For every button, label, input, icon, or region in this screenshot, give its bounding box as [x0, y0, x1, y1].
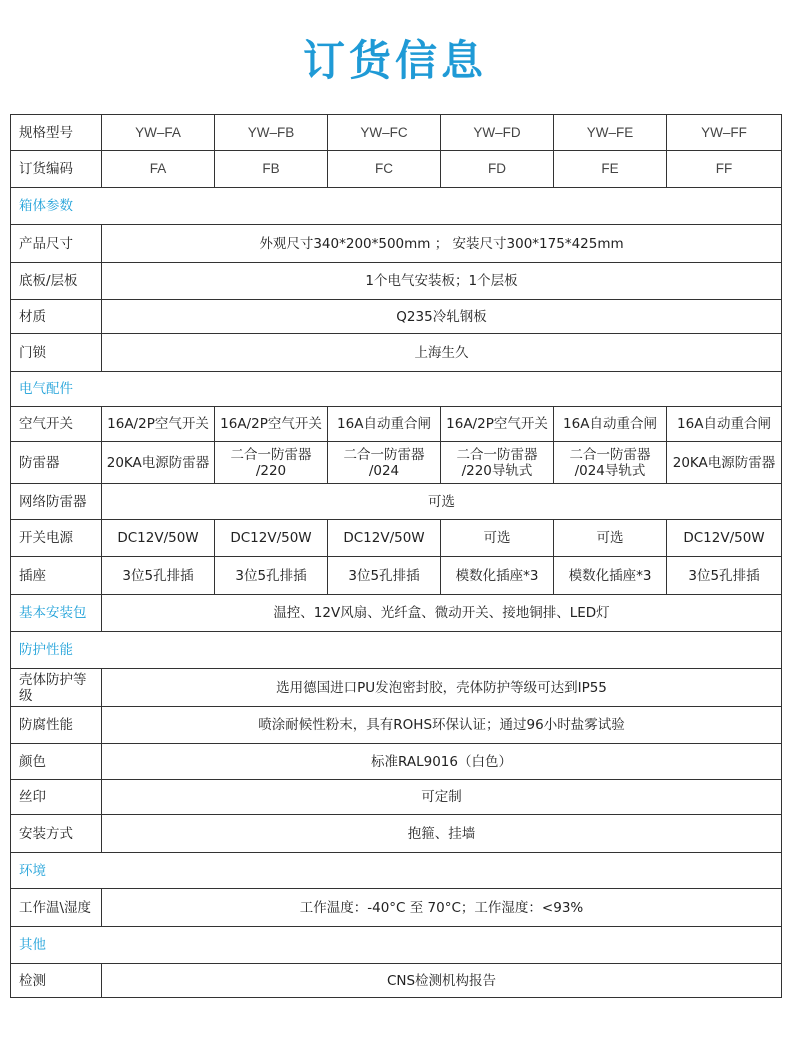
row-label-socket: 插座 [11, 557, 102, 595]
code-cell: FE [554, 151, 667, 188]
socket-cell: 3位5孔排插 [215, 557, 328, 595]
air-switch-cell: 16A/2P空气开关 [441, 407, 554, 442]
surge-line-2: /220导轨式 [461, 462, 533, 479]
plate-value: 1个电气安装板；1个层板 [102, 263, 782, 300]
model-cell: YW–FC [328, 115, 441, 151]
code-cell: FC [328, 151, 441, 188]
install-value: 抱箍、挂墙 [102, 815, 782, 853]
surge-cell [328, 442, 441, 484]
material-value: Q235冷轧钢板 [102, 300, 782, 334]
row-label-color: 颜色 [11, 744, 102, 780]
inspection-value: CNS检测机构报告 [102, 964, 782, 998]
surge-line-1: 二合一防雷器 [456, 446, 538, 463]
section-row-other [11, 927, 782, 964]
surge-line-1: 二合一防雷器 [343, 446, 425, 463]
anticorrosion-value: 喷涂耐候性粉末，具有ROHS环保认证；通过96小时盐雾试验 [102, 707, 782, 744]
surge-line-2: /220 [255, 462, 287, 479]
lock-value: 上海生久 [102, 334, 782, 372]
table-row-material [11, 300, 782, 334]
model-cell: YW–FD [441, 115, 554, 151]
row-label-model: 规格型号 [11, 115, 102, 151]
size-value: 外观尺寸340*200*500mm ； 安装尺寸300*175*425mm [102, 225, 782, 263]
surge-cell [667, 442, 782, 484]
code-cell: FF [667, 151, 782, 188]
section-heading-protection: 防护性能 [11, 632, 782, 669]
ordering-info-table [10, 114, 782, 998]
socket-cell: 模数化插座*3 [441, 557, 554, 595]
table-row-air-switch [11, 407, 782, 442]
surge-line-1: 20KA电源防雷器 [672, 454, 776, 471]
page-title: 订货信息 [302, 36, 487, 85]
table-row-socket [11, 557, 782, 595]
air-switch-cell: 16A自动重合闸 [667, 407, 782, 442]
surge-cell [102, 442, 215, 484]
psu-cell: DC12V/50W [328, 520, 441, 557]
section-heading-environment: 环境 [11, 853, 782, 889]
row-label-surge: 防雷器 [11, 442, 102, 484]
section-heading-electrical: 电气配件 [11, 372, 782, 407]
row-label-anticorrosion: 防腐性能 [11, 707, 102, 744]
code-cell: FD [441, 151, 554, 188]
table-row-net-surge [11, 484, 782, 520]
air-switch-cell: 16A/2P空气开关 [215, 407, 328, 442]
row-label-lock: 门锁 [11, 334, 102, 372]
psu-cell: 可选 [554, 520, 667, 557]
air-switch-cell: 16A/2P空气开关 [102, 407, 215, 442]
surge-cell [441, 442, 554, 484]
socket-cell: 3位5孔排插 [328, 557, 441, 595]
row-label-install: 安装方式 [11, 815, 102, 853]
row-label-material: 材质 [11, 300, 102, 334]
psu-cell: DC12V/50W [667, 520, 782, 557]
table-row-temp-humidity [11, 889, 782, 927]
socket-cell: 3位5孔排插 [102, 557, 215, 595]
row-label-plate: 底板/层板 [11, 263, 102, 300]
row-label-print: 丝印 [11, 780, 102, 815]
surge-line-1: 20KA电源防雷器 [106, 454, 210, 471]
section-row-electrical [11, 372, 782, 407]
model-cell: YW–FF [667, 115, 782, 151]
psu-cell: 可选 [441, 520, 554, 557]
surge-cell [215, 442, 328, 484]
model-cell: YW–FE [554, 115, 667, 151]
protection-grade-value: 选用德国进口PU发泡密封胶，壳体防护等级可达到IP55 [102, 669, 782, 707]
table-row-anticorrosion [11, 707, 782, 744]
table-row-model [11, 115, 782, 151]
socket-cell: 模数化插座*3 [554, 557, 667, 595]
table-row-code [11, 151, 782, 188]
row-label-size: 产品尺寸 [11, 225, 102, 263]
row-label-code: 订货编码 [11, 151, 102, 188]
row-label-net-surge: 网络防雷器 [11, 484, 102, 520]
table-row-lock [11, 334, 782, 372]
table-row-size [11, 225, 782, 263]
psu-cell: DC12V/50W [102, 520, 215, 557]
row-label-temp-humidity: 工作温\湿度 [11, 889, 102, 927]
air-switch-cell: 16A自动重合闸 [328, 407, 441, 442]
table-row-color [11, 744, 782, 780]
row-label-psu: 开关电源 [11, 520, 102, 557]
model-cell: YW–FB [215, 115, 328, 151]
print-value: 可定制 [102, 780, 782, 815]
section-row-environment [11, 853, 782, 889]
table-row-surge [11, 442, 782, 484]
section-row-protection [11, 632, 782, 669]
table-row-inspection [11, 964, 782, 998]
air-switch-cell: 16A自动重合闸 [554, 407, 667, 442]
section-heading-basic-kit: 基本安装包 [11, 595, 102, 632]
surge-line-2: /024导轨式 [574, 462, 646, 479]
model-cell: YW–FA [102, 115, 215, 151]
table-row-psu [11, 520, 782, 557]
surge-line-2: /024 [368, 462, 400, 479]
psu-cell: DC12V/50W [215, 520, 328, 557]
surge-line-1: 二合一防雷器 [230, 446, 312, 463]
row-label-protection-grade: 壳体防护等级 [11, 669, 102, 707]
net-surge-value: 可选 [102, 484, 782, 520]
section-heading-other: 其他 [11, 927, 782, 964]
section-row-cabinet [11, 188, 782, 225]
code-cell: FB [215, 151, 328, 188]
row-label-inspection: 检测 [11, 964, 102, 998]
table-row-protection-grade [11, 669, 782, 707]
surge-line-1: 二合一防雷器 [569, 446, 651, 463]
code-cell: FA [102, 151, 215, 188]
row-label-air-switch: 空气开关 [11, 407, 102, 442]
temp-humidity-value: 工作温度：-40°C 至 70°C；工作湿度：<93% [102, 889, 782, 927]
basic-kit-value: 温控、12V风扇、光纤盒、微动开关、接地铜排、LED灯 [102, 595, 782, 632]
table-row-print [11, 780, 782, 815]
surge-cell [554, 442, 667, 484]
section-heading-cabinet: 箱体参数 [11, 188, 782, 225]
table-row-install [11, 815, 782, 853]
color-value: 标准RAL9016（白色） [102, 744, 782, 780]
socket-cell: 3位5孔排插 [667, 557, 782, 595]
table-row-plate [11, 263, 782, 300]
table-row-basic-kit [11, 595, 782, 632]
